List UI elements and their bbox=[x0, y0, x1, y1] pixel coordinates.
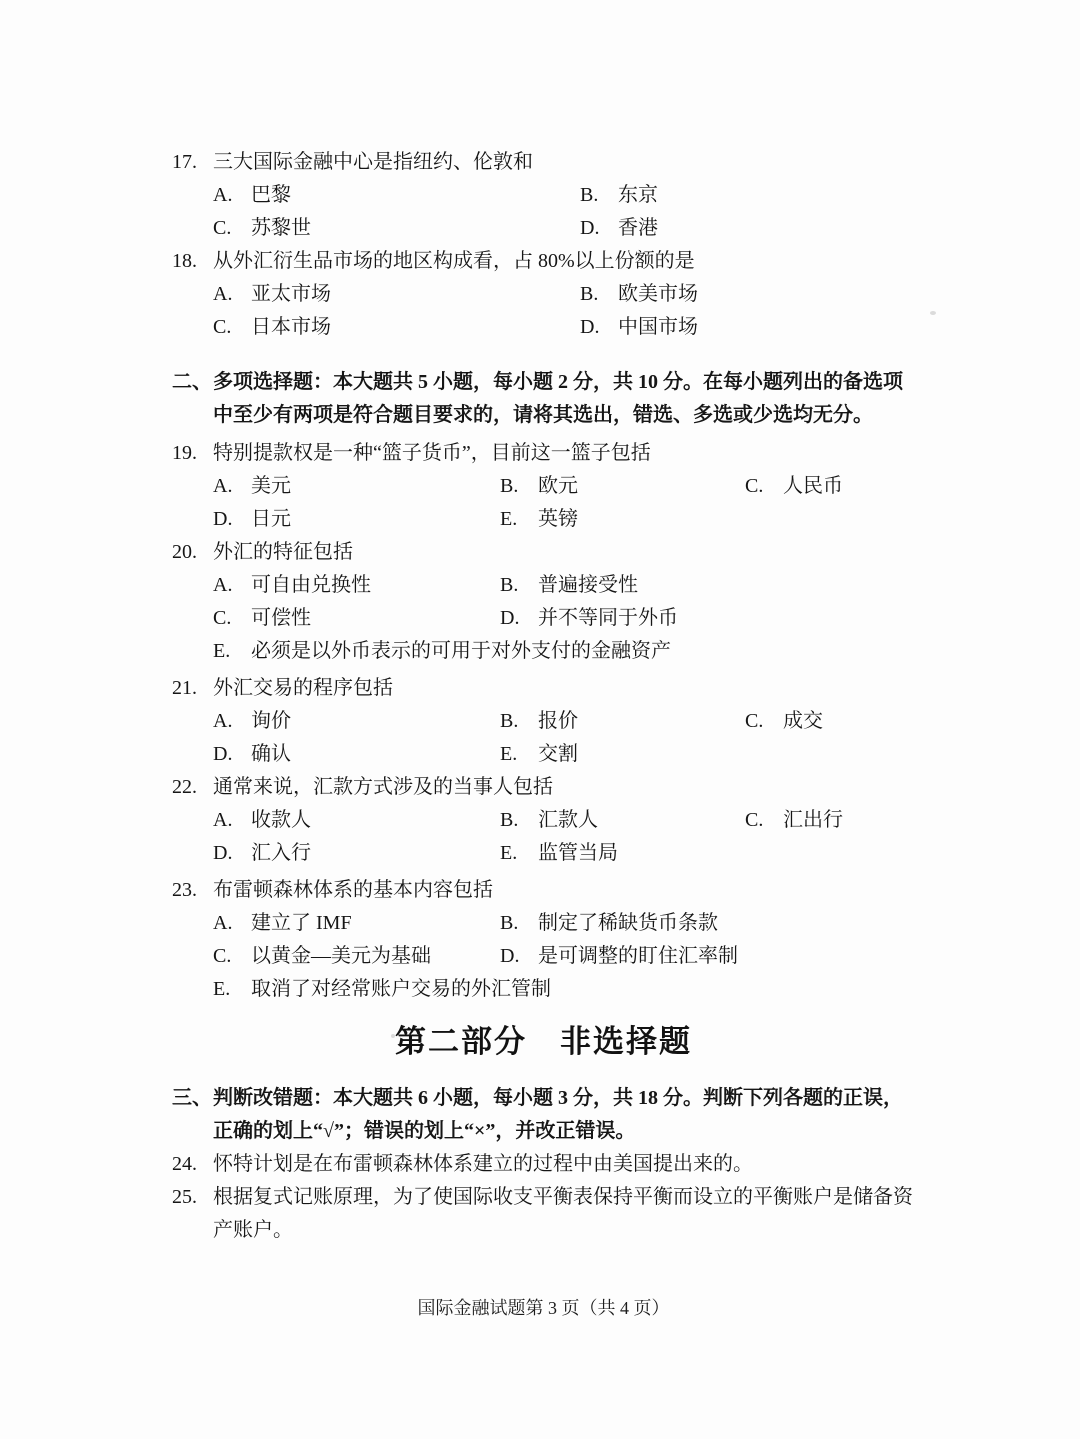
option-C bbox=[213, 940, 500, 973]
options-block bbox=[213, 569, 915, 668]
option-text: 东京 bbox=[618, 184, 658, 206]
option-D bbox=[500, 602, 745, 635]
option-E bbox=[500, 503, 745, 536]
option-row bbox=[213, 738, 915, 771]
option-label: A. bbox=[213, 283, 233, 305]
section-2-header bbox=[172, 366, 915, 432]
option-row bbox=[213, 940, 915, 973]
option-label: E. bbox=[500, 743, 518, 765]
option-E bbox=[500, 738, 745, 771]
question-number: 21. bbox=[172, 677, 197, 699]
option-text: 询价 bbox=[251, 710, 291, 732]
option-label: E. bbox=[500, 842, 518, 864]
scan-artifact bbox=[930, 311, 936, 315]
option-text: 普遍接受性 bbox=[538, 574, 638, 596]
section-label: 三、 bbox=[172, 1087, 212, 1109]
option-A bbox=[213, 804, 500, 837]
option-B bbox=[580, 179, 915, 212]
option-C bbox=[213, 212, 580, 245]
question-line bbox=[172, 874, 915, 907]
question-line bbox=[172, 437, 915, 470]
question-line bbox=[172, 245, 915, 278]
option-text: 汇款人 bbox=[538, 809, 598, 831]
option-text: 交割 bbox=[538, 743, 578, 765]
option-label: C. bbox=[213, 607, 232, 629]
options-block bbox=[213, 278, 915, 344]
option-text: 汇出行 bbox=[783, 809, 843, 831]
option-D bbox=[213, 503, 500, 536]
option-text: 日元 bbox=[251, 508, 291, 530]
option-A bbox=[213, 907, 500, 940]
option-D bbox=[213, 738, 500, 771]
question-text: 三大国际金融中心是指纽约、伦敦和 bbox=[213, 151, 533, 173]
option-label: A. bbox=[213, 184, 233, 206]
option-row bbox=[213, 602, 915, 635]
option-label: B. bbox=[580, 184, 599, 206]
part2-heading: 第二部分 非选择题 bbox=[395, 1024, 692, 1059]
option-label: A. bbox=[213, 574, 233, 596]
options-block bbox=[213, 470, 915, 536]
option-text: 报价 bbox=[538, 710, 578, 732]
question-line bbox=[172, 146, 915, 179]
option-row bbox=[213, 804, 915, 837]
option-row bbox=[213, 278, 915, 311]
question-number: 25. bbox=[172, 1186, 197, 1208]
option-label: C. bbox=[213, 217, 232, 239]
option-E bbox=[500, 837, 745, 870]
option-row bbox=[213, 212, 915, 245]
section-instructions: 判断改错题：本大题共 6 小题，每小题 3 分，共 18 分。判断下列各题的正误，正确的划上“√”；错误的划上“×”，并改正错误。 bbox=[213, 1087, 903, 1142]
option-B bbox=[500, 907, 745, 940]
question-number: 22. bbox=[172, 776, 197, 798]
option-D bbox=[213, 837, 500, 870]
option-text: 中国市场 bbox=[618, 316, 698, 338]
option-text: 欧美市场 bbox=[618, 283, 698, 305]
option-label: B. bbox=[500, 809, 519, 831]
option-label: B. bbox=[580, 283, 599, 305]
option-A bbox=[213, 179, 580, 212]
option-B bbox=[500, 705, 745, 738]
option-C bbox=[213, 602, 500, 635]
option-text: 成交 bbox=[783, 710, 823, 732]
option-B bbox=[580, 278, 915, 311]
option-label: A. bbox=[213, 475, 233, 497]
option-text: 香港 bbox=[618, 217, 658, 239]
question-line bbox=[172, 1148, 915, 1181]
question-21 bbox=[172, 672, 915, 771]
option-row bbox=[213, 635, 915, 668]
question-number: 17. bbox=[172, 151, 197, 173]
option-D bbox=[580, 212, 915, 245]
options-block bbox=[213, 705, 915, 771]
option-row bbox=[213, 179, 915, 212]
option-row bbox=[213, 973, 915, 1006]
option-text: 欧元 bbox=[538, 475, 578, 497]
option-label: C. bbox=[213, 316, 232, 338]
question-22 bbox=[172, 771, 915, 870]
option-row bbox=[213, 705, 915, 738]
question-line bbox=[172, 672, 915, 705]
question-number: 18. bbox=[172, 250, 197, 272]
option-D bbox=[580, 311, 915, 344]
question-number: 20. bbox=[172, 541, 197, 563]
section-3-header bbox=[172, 1082, 915, 1148]
option-label: C. bbox=[745, 710, 764, 732]
option-C bbox=[745, 705, 915, 738]
option-A bbox=[213, 278, 580, 311]
option-label: D. bbox=[580, 217, 600, 239]
option-text: 监管当局 bbox=[538, 842, 618, 864]
question-20 bbox=[172, 536, 915, 668]
option-C bbox=[213, 311, 580, 344]
option-B bbox=[500, 569, 745, 602]
option-label: C. bbox=[213, 945, 232, 967]
option-text: 并不等同于外币 bbox=[538, 607, 678, 629]
option-text: 人民币 bbox=[783, 475, 843, 497]
option-D bbox=[500, 940, 745, 973]
option-label: B. bbox=[500, 912, 519, 934]
option-text: 汇入行 bbox=[251, 842, 311, 864]
page-footer: 国际金融试题第 3 页（共 4 页） bbox=[417, 1298, 670, 1318]
option-row bbox=[213, 569, 915, 602]
option-label: E. bbox=[213, 640, 231, 662]
question-text: 根据复式记账原理，为了使国际收支平衡表保持平衡而设立的平衡账户是储备资产账户。 bbox=[213, 1186, 913, 1241]
option-label: B. bbox=[500, 475, 519, 497]
option-text: 制定了稀缺货币条款 bbox=[538, 912, 718, 934]
option-C bbox=[745, 470, 915, 503]
question-text: 怀特计划是在布雷顿森林体系建立的过程中由美国提出来的。 bbox=[213, 1153, 753, 1175]
option-label: D. bbox=[500, 607, 520, 629]
option-text: 是可调整的盯住汇率制 bbox=[538, 945, 738, 967]
question-17 bbox=[172, 146, 915, 245]
option-label: E. bbox=[213, 978, 231, 1000]
option-text: 建立了 IMF bbox=[251, 912, 352, 934]
option-label: C. bbox=[745, 475, 764, 497]
option-label: A. bbox=[213, 809, 233, 831]
option-text: 确认 bbox=[251, 743, 291, 765]
option-C bbox=[745, 804, 915, 837]
section-instructions: 多项选择题：本大题共 5 小题，每小题 2 分，共 10 分。在每小题列出的备选项中至少有两项是符合题目要求的，请将其选出，错选、多选或少选均无分。 bbox=[213, 371, 903, 426]
option-A bbox=[213, 705, 500, 738]
question-number: 19. bbox=[172, 442, 197, 464]
option-row bbox=[213, 907, 915, 940]
option-label: E. bbox=[500, 508, 518, 530]
question-line bbox=[172, 771, 915, 804]
option-row bbox=[213, 503, 915, 536]
option-text: 巴黎 bbox=[251, 184, 291, 206]
option-E bbox=[213, 635, 915, 668]
options-block bbox=[213, 907, 915, 1006]
option-E bbox=[213, 973, 915, 1006]
option-row bbox=[213, 311, 915, 344]
question-text: 特别提款权是一种“篮子货币”，目前这一篮子包括 bbox=[213, 442, 651, 464]
question-19 bbox=[172, 437, 915, 536]
scan-artifact bbox=[391, 1034, 395, 1038]
option-text: 可偿性 bbox=[251, 607, 311, 629]
option-row bbox=[213, 837, 915, 870]
question-text: 布雷顿森林体系的基本内容包括 bbox=[213, 879, 493, 901]
question-text: 外汇交易的程序包括 bbox=[213, 677, 393, 699]
option-label: D. bbox=[213, 743, 233, 765]
question-text: 从外汇衍生品市场的地区构成看，占 80%以上份额的是 bbox=[213, 250, 695, 272]
option-text: 美元 bbox=[251, 475, 291, 497]
question-line bbox=[172, 536, 915, 569]
options-block bbox=[213, 179, 915, 245]
option-A bbox=[213, 470, 500, 503]
option-label: D. bbox=[213, 842, 233, 864]
question-text: 通常来说，汇款方式涉及的当事人包括 bbox=[213, 776, 553, 798]
option-label: D. bbox=[213, 508, 233, 530]
question-25 bbox=[172, 1181, 915, 1247]
option-text: 可自由兑换性 bbox=[251, 574, 371, 596]
option-text: 必须是以外币表示的可用于对外支付的金融资产 bbox=[251, 640, 671, 662]
options-block bbox=[213, 804, 915, 870]
option-row bbox=[213, 470, 915, 503]
question-23 bbox=[172, 874, 915, 1006]
option-label: D. bbox=[500, 945, 520, 967]
question-number: 24. bbox=[172, 1153, 197, 1175]
question-18 bbox=[172, 245, 915, 344]
option-text: 以黄金—美元为基础 bbox=[251, 945, 431, 967]
option-A bbox=[213, 569, 500, 602]
option-label: D. bbox=[580, 316, 600, 338]
question-text: 外汇的特征包括 bbox=[213, 541, 353, 563]
option-B bbox=[500, 804, 745, 837]
section-label: 二、 bbox=[172, 371, 212, 393]
option-label: A. bbox=[213, 912, 233, 934]
option-text: 英镑 bbox=[538, 508, 578, 530]
option-text: 取消了对经常账户交易的外汇管制 bbox=[251, 978, 551, 1000]
option-text: 亚太市场 bbox=[251, 283, 331, 305]
question-24 bbox=[172, 1148, 915, 1181]
option-label: B. bbox=[500, 574, 519, 596]
question-line bbox=[172, 1181, 915, 1247]
option-text: 日本市场 bbox=[251, 316, 331, 338]
option-text: 收款人 bbox=[251, 809, 311, 831]
option-B bbox=[500, 470, 745, 503]
option-label: A. bbox=[213, 710, 233, 732]
option-text: 苏黎世 bbox=[251, 217, 311, 239]
option-label: B. bbox=[500, 710, 519, 732]
question-number: 23. bbox=[172, 879, 197, 901]
option-label: C. bbox=[745, 809, 764, 831]
